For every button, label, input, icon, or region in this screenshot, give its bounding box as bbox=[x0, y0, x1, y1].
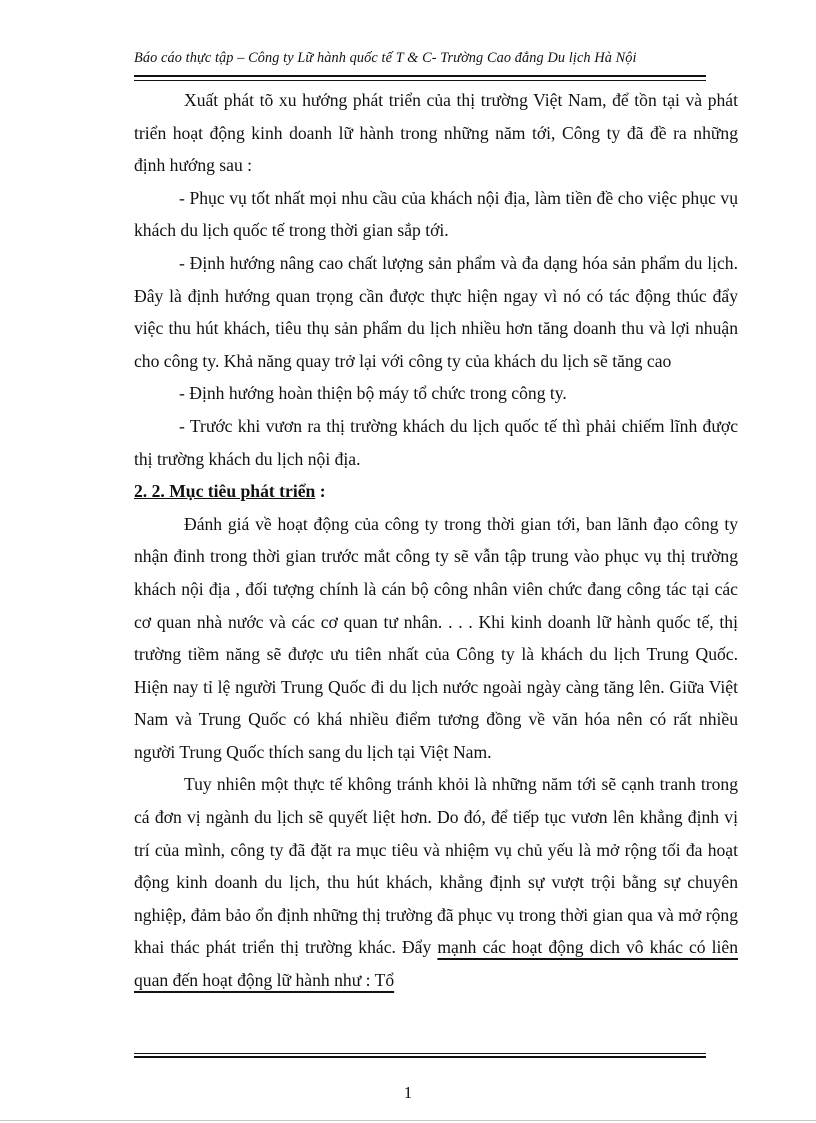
paragraph-assessment: Đánh giá về hoạt động của công ty trong thời gian tới, ban lãnh đạo công ty nhận đinh trong thời gian trước mắt công ty sẽ vẫn tập trung vào phục vụ thị trường khách nội địa , đối tượng chính là cán bộ công nhân viên chức đang công tác tại các cơ quan nhà nước và các cơ quan tư nhân. . . . Khi kinh doanh lữ hành quốc tế, thị trường tiềm năng sẽ được ưu tiên nhất của Công ty là khách du lịch Trung Quốc. Hiện nay tỉ lệ người Trung Quốc đi du lịch nước ngoài ngày càng tăng lên. Giữa Việt Nam và Trung Quốc có khá nhiều điểm tương đồng về văn hóa nên có rất nhiều người Trung Quốc thích sang du lịch tại Việt Nam. bbox=[134, 513, 738, 762]
paragraph-competition-main: Tuy nhiên một thực tế không tránh khỏi là những năm tới sẽ cạnh tranh trong cá đơn vị ngành du lịch sẽ quyết liệt hơn. Do đó, để tiếp tục vươn lên khẳng định vị trí của mình, công ty đã đặt ra mục tiêu và nhiệm vụ chủ yếu là mở rộng tối đa hoạt động kinh doanh du lịch, thu hút khách, khẳng định sự vượt trội bằng sự chuyên nghiệp, đảm bảo ổn định những thị trường đã phục vụ trong thời gian qua và mở rộng khai thác phát triển thị trường khác. Đẩy bbox=[134, 774, 738, 958]
bullet-product-quality: - Định hướng nâng cao chất lượng sản phẩm và đa dạng hóa sản phẩm du lịch. Đây là định hướng quan trọng cần được thực hiện ngay vì nó có tác động thúc đẩy việc thu hút khách, tiêu thụ sản phẩm du lịch nhiều hơn tăng doanh thu và lợi nhuận cho công ty. Khả năng quay trở lại với công ty của khách du lịch sẽ tăng cao bbox=[134, 252, 738, 371]
bullet-serve-domestic: - Phục vụ tốt nhất mọi nhu cầu của khách nội địa, làm tiền đề cho việc phục vụ khách du lịch quốc tế trong thời gian sắp tới. bbox=[134, 187, 738, 241]
section-heading-colon: : bbox=[315, 481, 326, 502]
page-bottom-border bbox=[0, 1120, 816, 1121]
page-number: 1 bbox=[403, 1083, 413, 1102]
section-heading-text: 2. 2. Mục tiêu phát triển bbox=[134, 481, 316, 502]
section-heading bbox=[134, 475, 738, 508]
footer-rule-thick bbox=[134, 1056, 706, 1058]
running-header: Báo cáo thực tập – Công ty Lữ hành quốc tế T & C- Trường Cao đẳng Du lịch Hà Nội bbox=[134, 50, 637, 66]
paragraph-intro: Xuất phát tõ xu hướng phát triển của thị trường Việt Nam, để tồn tại và phát triển hoạt động kinh doanh lữ hành trong những năm tới, Công ty đã đề ra những định hướng sau : bbox=[134, 90, 738, 176]
bullet-organization: - Định hướng hoàn thiện bộ máy tổ chức trong công ty. bbox=[179, 383, 567, 404]
header-rule-thick bbox=[134, 75, 706, 77]
bullet-domestic-market: - Trước khi vươn ra thị trường khách du lịch quốc tế thì phải chiếm lĩnh được thị trường khách du lịch nội địa. bbox=[134, 415, 738, 469]
header-rule-thin bbox=[134, 80, 706, 81]
footer-rule-thin bbox=[134, 1053, 706, 1054]
paragraph-competition bbox=[134, 768, 738, 996]
paragraph-competition-last-line: mạnh các hoạt động dich vô khác có liên quan đến hoạt động lữ hành như : Tổ bbox=[134, 937, 739, 991]
document-body bbox=[134, 84, 738, 997]
